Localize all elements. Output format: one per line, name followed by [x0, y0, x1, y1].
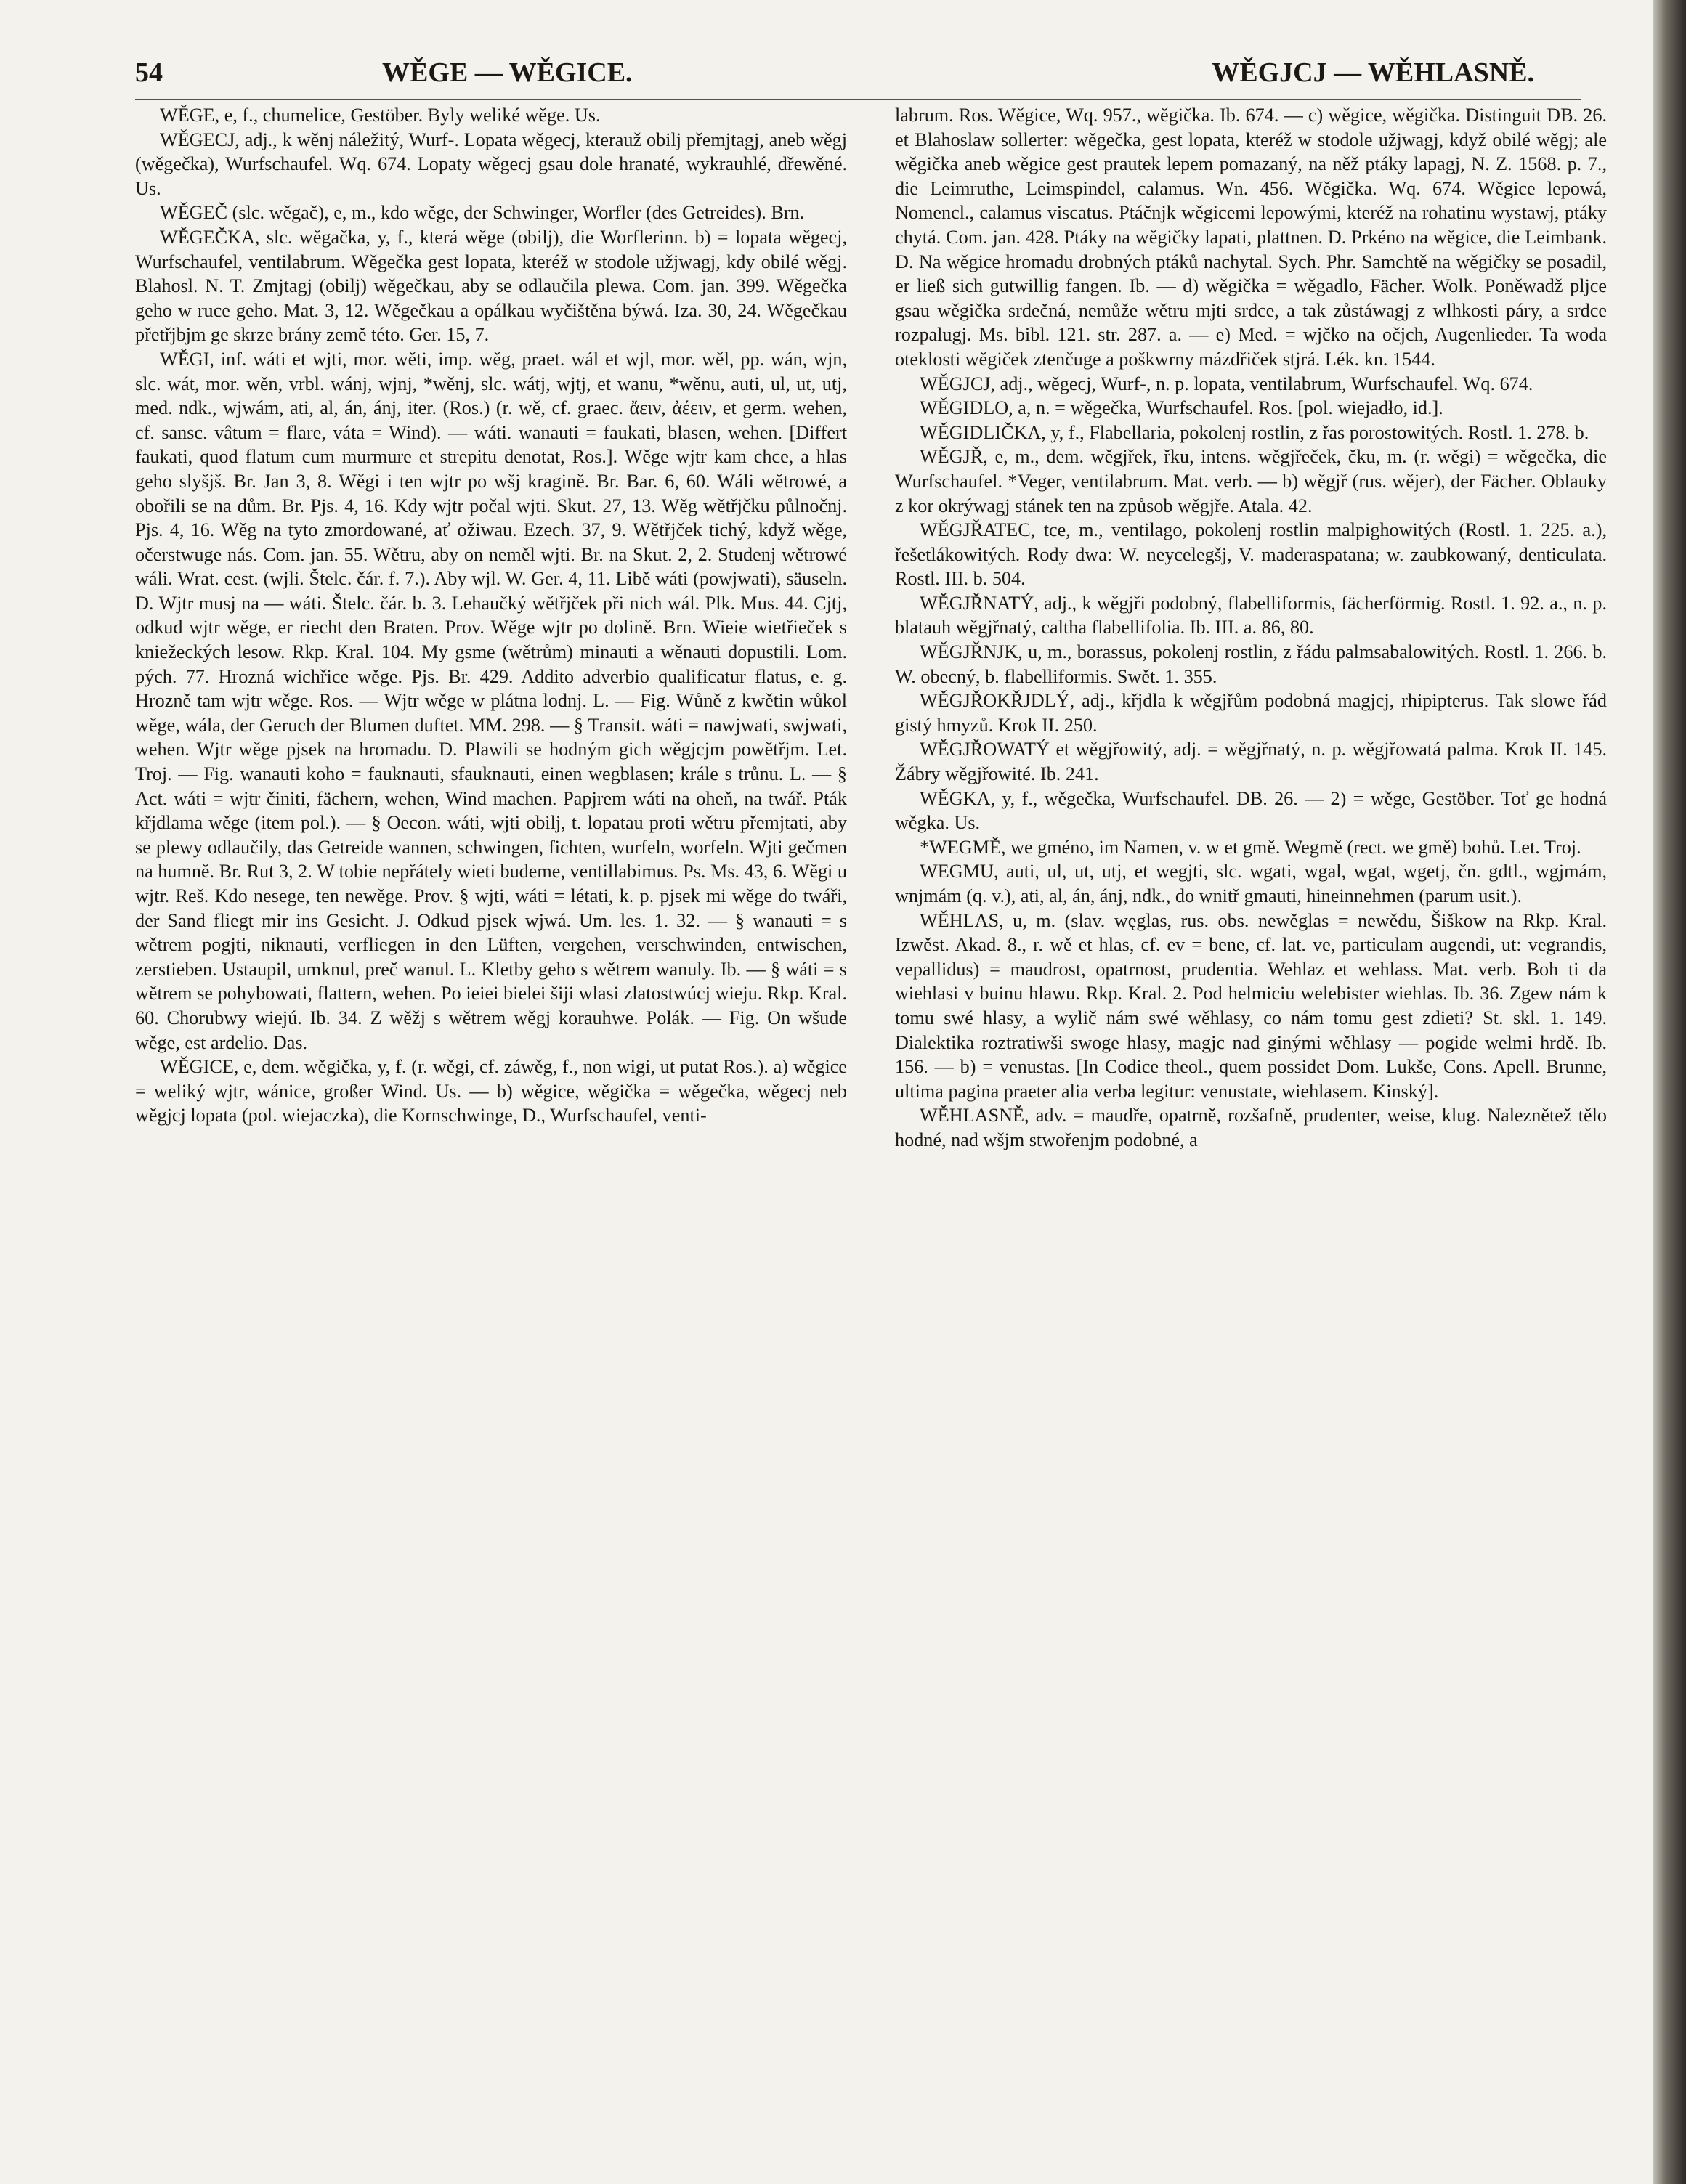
page-header: [135, 57, 1581, 100]
header-rule: [135, 99, 1581, 100]
left-running-head: WĚGE — WĚGICE.: [382, 57, 633, 88]
entry-wehlasne: WĚHLASNĚ, adv. = maudře, opatrně, rozšafně, prudenter, weise, klug. Naleznětež tělo hodné, nad wšjm stwořenjm podobné, a: [895, 1105, 1607, 1150]
entry-wegjr: WĚGJŘ, e, m., dem. wěgjřek, řku, intens. wěgjřeček, čku, m. (r. wěgi) = wěgečka, die Wurfschaufel. *Veger, ventilabrum. Mat. verb. — b) wěgjř (rus. wějer), der Fächer. Oblauky z kor okrýwagj stánek ten na způsob wěgjře. Atala. 42.: [895, 446, 1607, 516]
entry-wegjrokrjdly: WĚGJŘOKŘJDLÝ, adj., křjdla k wěgjřům podobná magjcj, rhipipterus. Tak slowe řád gistý hmyzů. Krok II. 250.: [895, 690, 1607, 736]
entry-wegec: WĚGEČ (slc. wěgač), e, m., kdo wěge, der Schwinger, Worfler (des Getreides). Brn.: [160, 202, 805, 224]
entry-wegice-continued: labrum. Ros. Wěgice, Wq. 957., wěgička. Ib. 674. — c) wěgice, wěgička. Distinguit DB. 26. et Blahoslaw sollerter: wěgečka, gest lopata, kteréž w stodole užjwagj, když obilé wěgj; ale wěgička aneb wěgice gest prautek lepem pomazaný, na něž ptáky lapagj, N. Z. 1568. p. 7., die Leimruthe, Leimspindel, calamus. Wn. 456. Wěgička. Wq. 674. Wěgice lepowá, Nomencl., calamus viscatus. Ptáčnjk wěgicemi lepowými, kteréž na rohatinu wystawj, ptáky chytá. Com. jan. 428. Ptáky na wěgičky lapati, plattnen. D. Prkéno na wěgice, die Leimbank. D. Na wěgice hromadu drobných ptáků nachytal. Sych. Phr. Samchtě na wěgičky se posadil, er ließ sich gutwillig fangen. Ib. — d) wěgička = wěgadlo, Fächer. Wolk. Poněwadž pljce gsau wěgička srdečná, nemůže wětru mjti srdce, a tak zůstáwagj z wlhkosti páry, a srdce rozpalugj. Ms. bibl. 121. str. 287. a. — e) Med. = wjčko na očjch, Augenlieder. Ta woda oteklosti wěgiček ztenčuge a poškwrny mázdřiček stjrá. Lék. kn. 1544.: [895, 105, 1607, 370]
entry-wegme: *WEGMĚ, we gméno, im Namen, v. w et gmě. Wegmě (rect. we gmě) bohů. Let. Troj.: [920, 836, 1581, 858]
entry-wege: WĚGE, e, f., chumelice, Gestöber. Byly weliké wěge. Us.: [160, 105, 601, 126]
entry-wegjcj: WĚGJCJ, adj., wěgecj, Wurf-, n. p. lopata, ventilabrum, Wurfschaufel. Wq. 674.: [920, 373, 1533, 394]
entry-wegjrnjk: WĚGJŘNJK, u, m., borassus, pokolenj rostlin, z řádu palmsabalowitých. Rostl. 1. 266. b. W. obecný, b. flabelliformis. Swět. 1. 355.: [895, 641, 1607, 687]
left-column: [135, 103, 847, 1128]
entry-wegjrnaty: WĚGJŘNATÝ, adj., k wěgjři podobný, flabelliformis, fächerförmig. Rostl. 1. 92. a., n. p. blatauh wěgjřnatý, caltha flabellifolia. Ib. III. a. 86, 80.: [895, 592, 1607, 638]
page-number: 54: [135, 57, 163, 88]
entry-wegice: WĚGICE, e, dem. wěgička, y, f. (r. wěgi, cf. záwěg, f., non wigi, ut putat Ros.). a) wěgice = weliký wjtr, wánice, großer Wind. Us. — b) wěgice, wěgička = wěgečka, wěgecj neb wěgjcj lopata (pol. wiejaczka), die Kornschwinge, D., Wurfschaufel, venti-: [135, 1056, 847, 1126]
entry-wehlas: WĚHLAS, u, m. (slav. węglas, rus. obs. newěglas = newědu, Šiškow na Rkp. Kral. Izwěst. Akad. 8., r. wě et hlas, cf. ev = bene, cf. lat. ve, particulam augendi, ut: vegrandis, vepallidus) = maudrost, opatrnost, prudentia. Wehlaz et wehlass. Mat. verb. Boh ti da wiehlasi v buinu hlawu. Rkp. Kral. 2. Pod helmiciu welebister wiehlas. Ib. 36. Zgew nám k tomu swé hlasy, a wylič nám swé wěhlasy, co nám tomu gest zdieti? St. skl. 1. 149. Dialektika roztratiwši swoge hlasy, magjc nad ginými wěhlasy — pogide welmi hrdě. Ib. 156. — b) = venustas. [In Codice theol., quem possidet Dom. Lukše, Cons. Apell. Brunne, ultima pagina praeter alia verba legitur: venustate, wiehlasem. Kinský].: [895, 909, 1607, 1102]
entry-wegjratec: WĚGJŘATEC, tce, m., ventilago, pokolenj rostlin malpighowitých (Rostl. 1. 225. a.), řešetlákowitých. Rody dwa: W. neycelegšj, V. maderaspatana; w. zaubkowaný, denticulata. Rostl. III. b. 504.: [895, 519, 1607, 590]
entry-wegjrowaty: WĚGJŘOWATÝ et wěgjřowitý, adj. = wěgjřnatý, n. p. wěgjřowatá palma. Krok II. 145. Žábry wěgjřowité. Ib. 241.: [895, 739, 1607, 785]
entry-wegi: WĚGI, inf. wáti et wjti, mor. wěti, imp. wěg, praet. wál et wjl, mor. wěl, pp. wán, wjn, slc. wát, mor. wěn, vrbl. wánj, wjnj, *wěnj, slc. wátj, wjtj, et wanu, *wěnu, auti, ul, ut, utj, med. ndk., wjwám, ati, al, án, ánj, iter. (Ros.) (r. wě, cf. graec. ἄειν, ἀέειν, et germ. wehen, cf. sansc. vâtum = flare, váta = Wind). — wáti. wanauti = faukati, blasen, wehen. [Differt faukati, quod flatum cum murmure et strepitu denotat, Ros.]. Wěge wjtr kam chce, a hlas geho slyšjš. Br. Jan 3, 8. Wěgi i ten wjtr po wšj kragině. Br. Bar. 6, 60. Wáli wětrowé, a obořili se na dům. Br. Pjs. 4, 16. Kdy wjtr počal wjti. Skut. 27, 13. Wěg wětřjčku půlnočnj. Pjs. 4, 16. Wěg na tyto zmordowané, ať ožiwau. Ezech. 37, 9. Wětřjček tichý, když wěge, očerstwuge nás. Com. jan. 55. Wětru, aby on neměl wjti. Br. na Skut. 2, 2. Studenj wětrowé wáli. Wrat. cest. (wjli. Štelc. čár. f. 7.). Aby wjl. W. Ger. 4, 11. Libě wáti (powjwati), säuseln. D. Wjtr musj na — wáti. Štelc. čár. b. 3. Lehaučký wětřjček při nich wál. Plk. Mus. 44. Cjtj, odkud wjtr wěge, er riecht den Braten. Prov. Wěge wjtr po dolině. Brn. Wieie wietřieček s kniežeckých lesow. Rkp. Kral. 104. My gsme (wětrům) minauti a wěnauti dopustili. Lom. pých. 77. Hrozná wichřice wěge. Pjs. Br. 429. Addito adverbio qualificatur flatus, e. g. Hrozně tam wjtr wěge. Ros. — Wjtr wěge w plátna lodnj. L. — Fig. Wůně z kwětin wůkol wěge, wála, der Geruch der Blumen duftet. MM. 298. — § Transit. wáti = nawjwati, swjwati, wehen. Wjtr wěge pjsek na hromadu. D. Plawili se hodným gich wěgjcjm powětřjm. Let. Troj. — Fig. wanauti koho = fauknauti, sfauknauti, einen wegblasen; krále s trůnu. L. — § Act. wáti = wjtr činiti, fächern, wehen, Wind machen. Papjrem wáti na oheň, na twář. Pták křjdlama wěge (item pol.). — § Oecon. wáti, wjti obilj, t. lopatau proti wětru přemjtati, aby se plewy odlaučily, das Getreide wannen, schwingen, fichten, wurfeln, worfeln. Wjti gečmen na humně. Br. Rut 3, 2. W tobie nepřátely wieti budeme, ventillabimus. Ps. Ms. 43, 6. Wěgi u wjtr. Reš. Kdo nesege, ten newěge. Prov. § wjti, wáti = létati, k. p. pjsek mi wěge do twáři, der Sand fliegt mir ins Gesicht. J. Odkud pjsek wjwá. Um. les. 1. 32. — § wanauti = s wětrem pogjti, niknauti, verfliegen in den Lüften, vergehen, verschwinden, entwischen, zerstieben. Ustaupil, umknul, preč wanul. L. Kletby geho s wětrem wanuly. Ib. — § wáti = s wětrem se pohybowati, flattern, wehen. Po ieiei bielei šiji wlasi zlatostwúcj wieju. Rkp. Kral. 60. Chorubwy wiejú. Ib. 34. Z wěžj s wětrem wěgj korauhwe. Polák. — Fig. On wšude wěge, est ardelio. Das.: [135, 348, 847, 1053]
entry-wegka: WĚGKA, y, f., wěgečka, Wurfschaufel. DB. 26. — 2) = wěge, Gestöber. Toť ge hodná wěgka. Us.: [895, 787, 1607, 834]
entry-wegidlo: WĚGIDLO, a, n. = wěgečka, Wurfschaufel. Ros. [pol. wiejadło, id.].: [920, 397, 1443, 419]
entry-wegecj: WĚGECJ, adj., k wěnj náležitý, Wurf-. Lopata wěgecj, kterauž obilj přemjtagj, aneb wěgj (wěgečka), Wurfschaufel. Wq. 674. Lopaty wěgecj gsau dole hranaté, wykrauhlé, dřewěné. Us.: [135, 129, 847, 199]
entry-wegmu: WEGMU, auti, ul, ut, utj, et wegjti, slc. wgati, wgal, wgat, wgetj, čn. gdtl., wgjmám, wnjmám (q. v.), ati, al, án, ánj, ndk., do wnitř gmauti, hineinnehmen (parum usit.).: [895, 861, 1607, 906]
entry-wegecka: WĚGEČKA, slc. wěgačka, y, f., která wěge (obilj), die Worflerinn. b) = lopata wěgecj, Wurfschaufel, ventilabrum. Wěgečka gest lopata, kteréž w stodole užjwagj, kdy obilé wěgj. Blahosl. N. T. Zmjtagj (obilj) wěgečkau, aby se odlaučila plewa. Com. jan. 399. Wěgečka geho w ruce geho. Mat. 3, 12. Wěgečkau a opálkau wyčištěna býwá. Iza. 30, 24. Wěgečkau přetřjbjm ge skrze brány země této. Ger. 15, 7.: [135, 226, 847, 346]
right-running-head: WĚGJCJ — WĚHLASNĚ.: [1212, 57, 1534, 88]
book-spine-edge: [1653, 0, 1686, 2184]
entry-wegidlicka: WĚGIDLIČKA, y, f., Flabellaria, pokolenj rostlin, z řas porostowitých. Rostl. 1. 278. b.: [920, 421, 1589, 443]
right-column: [895, 103, 1607, 1153]
